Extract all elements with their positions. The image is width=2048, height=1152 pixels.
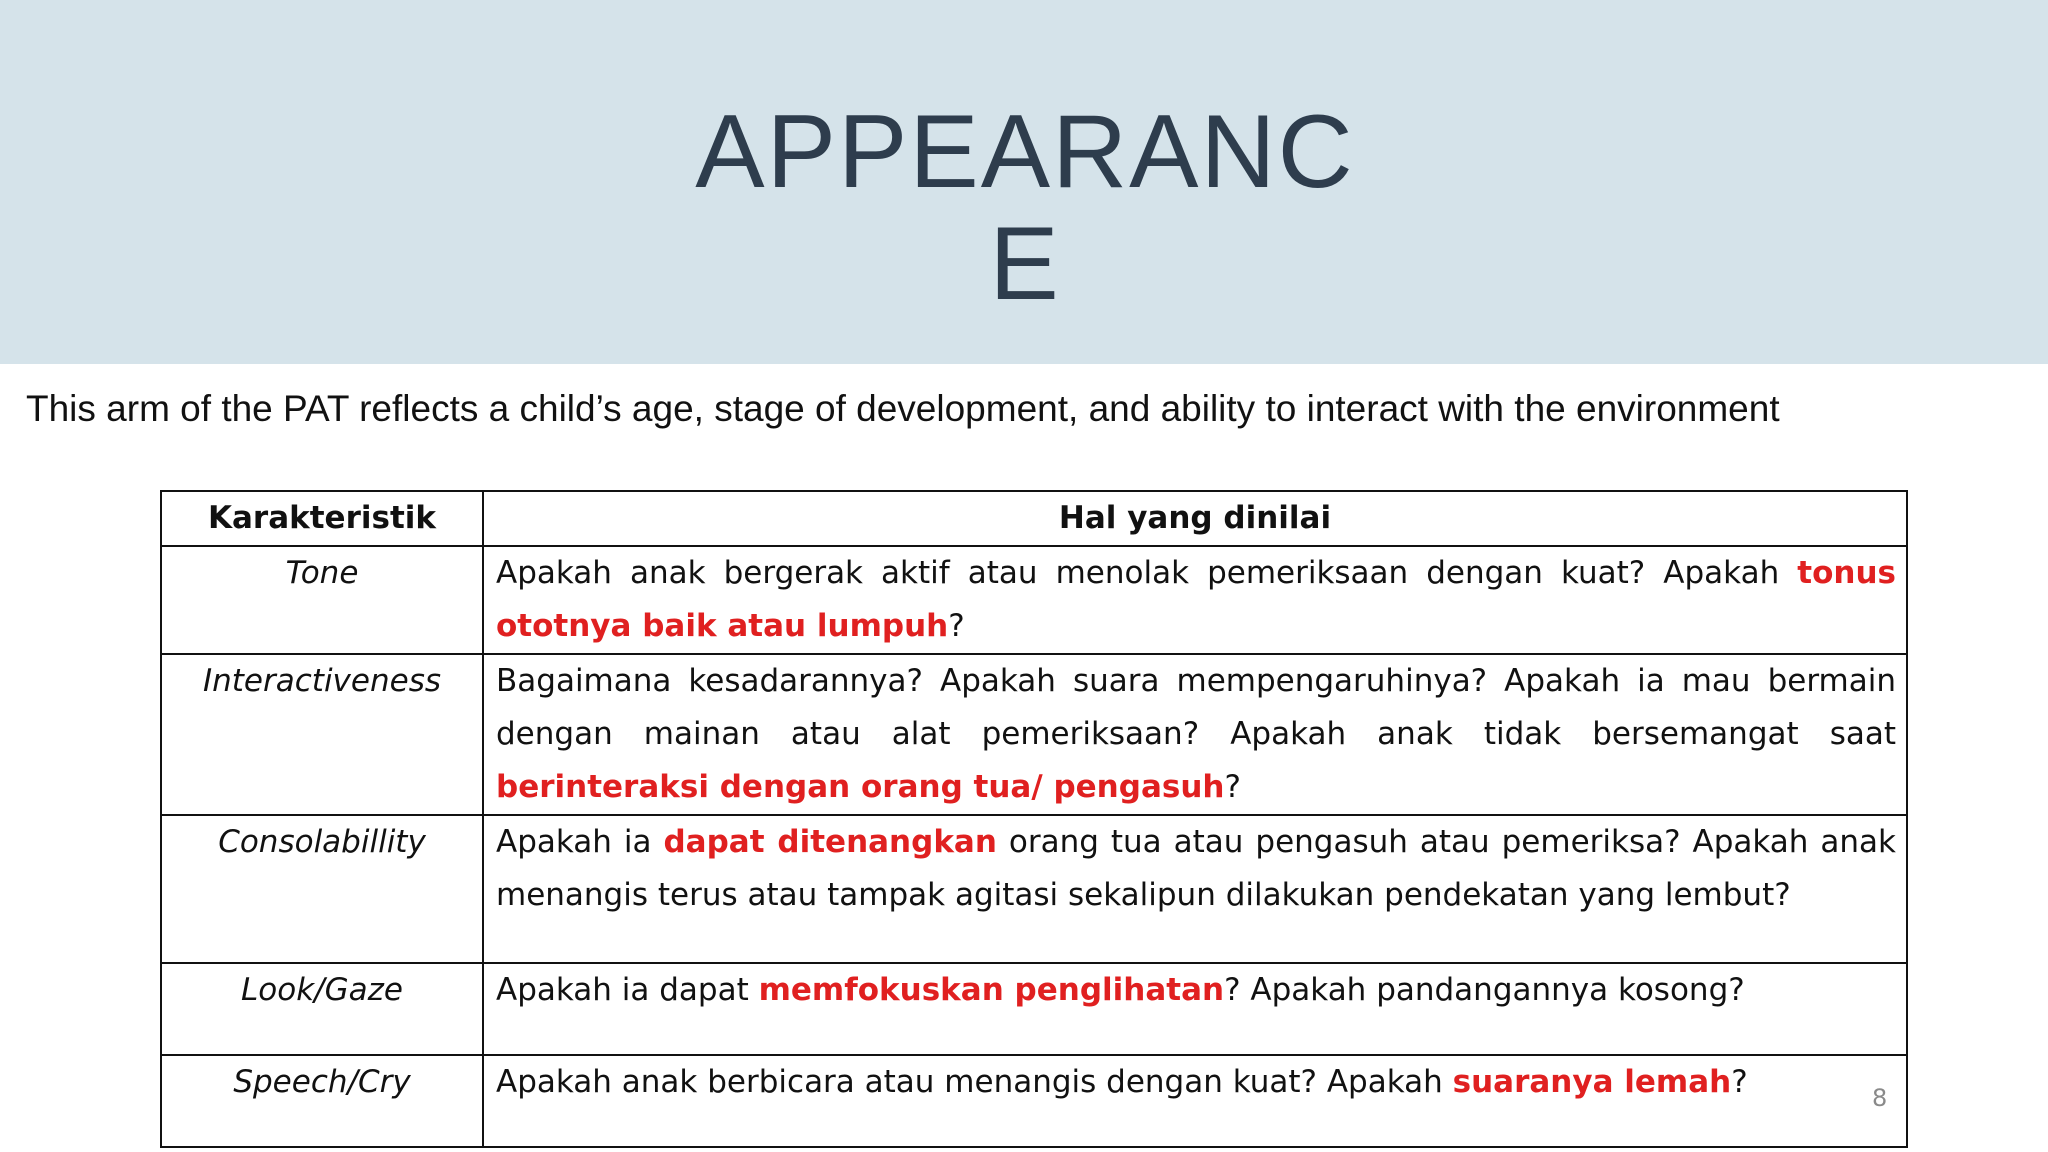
row-description-speech-cry — [483, 1055, 1907, 1147]
description-text: Apakah anak bergerak aktif atau menolak pemeriksaan dengan kuat? Apakah — [496, 555, 1798, 591]
table-row-interactiveness — [161, 654, 1907, 815]
row-label-look-gaze: Look/Gaze — [161, 963, 483, 1055]
row-label-interactiveness: Interactiveness — [161, 654, 483, 815]
description-text: ? — [948, 608, 965, 644]
description-highlight: berinteraksi dengan orang tua/ pengasuh — [496, 769, 1225, 805]
description-highlight: tonus ototnya baik atau lumpuh — [496, 555, 1896, 644]
table-header-row — [161, 491, 1907, 546]
row-description-tone — [483, 546, 1907, 654]
slide-subtitle: This arm of the PAT reflects a child’s age, stage of development, and ability to interact with the environment — [26, 388, 1780, 429]
description-highlight: memfokuskan penglihatan — [758, 972, 1225, 1008]
description-text: ? — [1731, 1064, 1748, 1100]
row-description-interactiveness — [483, 654, 1907, 815]
row-label-tone: Tone — [161, 546, 483, 654]
table-row-look-gaze — [161, 963, 1907, 1055]
table-row-speech-cry — [161, 1055, 1907, 1147]
header-karakteristik: Karakteristik — [161, 491, 483, 546]
row-label-consolability: Consolabillity — [161, 815, 483, 963]
description-text: ? Apakah pandangannya kosong? — [1224, 972, 1745, 1008]
description-highlight: dapat ditenangkan — [663, 824, 997, 860]
page-number: 8 — [1872, 1084, 1888, 1112]
slide-title: APPEARANCE — [695, 94, 1355, 322]
description-text: Apakah ia dapat — [496, 972, 759, 1008]
description-text: Bagaimana kesadarannya? Apakah suara mempengaruhinya? Apakah ia mau bermain dengan mainan atau alat pemeriksaan? Apakah anak tidak bersemangat saat — [496, 663, 1896, 752]
table-row-consolability — [161, 815, 1907, 963]
row-description-consolability — [483, 815, 1907, 963]
row-description-look-gaze — [483, 963, 1907, 1055]
description-text: ? — [1224, 769, 1241, 805]
header-hal-yang-dinilai: Hal yang dinilai — [483, 491, 1907, 546]
description-text: orang tua atau pengasuh atau pemeriksa? Apakah anak menangis terus atau tampak agitasi sekalipun dilakukan pendekatan yang lembut? — [496, 824, 1897, 913]
row-label-speech-cry: Speech/Cry — [161, 1055, 483, 1147]
table-row-tone — [161, 546, 1907, 654]
description-text: Apakah anak berbicara atau menangis dengan kuat? Apakah — [496, 1064, 1453, 1100]
description-highlight: suaranya lemah — [1452, 1064, 1732, 1100]
description-text: Apakah ia — [496, 824, 664, 860]
appearance-table — [160, 490, 1908, 1148]
